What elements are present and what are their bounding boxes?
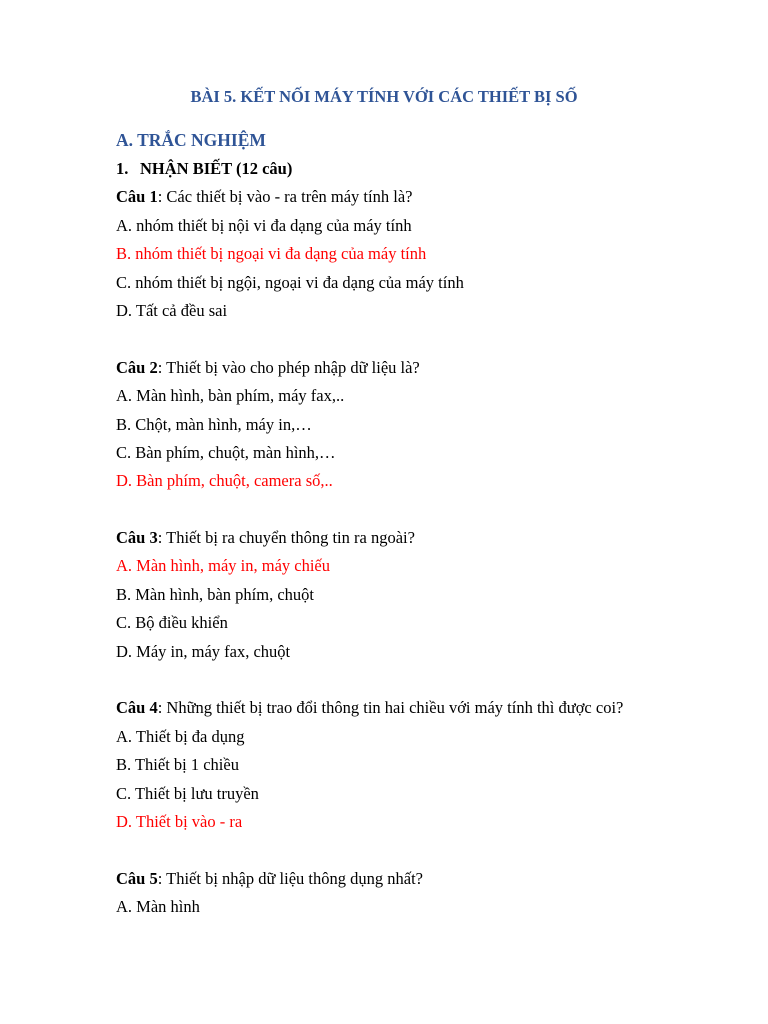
- option-4b: B. Thiết bị 1 chiều: [116, 755, 239, 775]
- spacer: [116, 838, 736, 866]
- question-2: [116, 356, 736, 384]
- option-1c: C. nhóm thiết bị ngội, ngoại vi đa dạng của máy tính: [116, 272, 464, 292]
- option-1d: D. Tất cả đều sai: [116, 300, 228, 320]
- question-text: : Các thiết bị vào - ra trên máy tính là?: [157, 187, 413, 207]
- option-4c: C. Thiết bị lưu truyền: [116, 783, 259, 803]
- question-text: : Thiết bị vào cho phép nhập dữ liệu là?: [157, 357, 420, 377]
- question-list: [116, 157, 736, 924]
- option-2c: C. Bàn phím, chuột, màn hình,…: [116, 442, 336, 462]
- level-heading: [116, 157, 736, 185]
- question-label: Câu 4: [116, 698, 158, 718]
- option-3c: C. Bộ điều khiển: [116, 613, 228, 633]
- option-4a: A. Thiết bị đa dụng: [116, 726, 245, 746]
- question-text: : Thiết bị nhập dữ liệu thông dụng nhất?: [157, 868, 423, 888]
- option-5a: A. Màn hình: [116, 897, 200, 917]
- option-3a-correct: A. Màn hình, máy in, máy chiếu: [116, 556, 331, 576]
- option-1a: A. nhóm thiết bị nội vi đa dạng của máy tính: [116, 215, 412, 235]
- question-text: : Thiết bị ra chuyển thông tin ra ngoài?: [157, 528, 415, 548]
- lesson-title: BÀI 5. KẾT NỐI MÁY TÍNH VỚI CÁC THIẾT BỊ SỐ: [190, 87, 578, 106]
- option-3b: B. Màn hình, bàn phím, chuột: [116, 584, 314, 604]
- option-4d-correct: D. Thiết bị vào - ra: [116, 811, 243, 831]
- spacer: [116, 668, 736, 696]
- option-2d-correct: D. Bàn phím, chuột, camera số,..: [116, 471, 333, 491]
- section-heading: A. TRẮC NGHIỆM: [116, 130, 266, 150]
- level-number: 1.: [116, 159, 129, 178]
- option-3d: D. Máy in, máy fax, chuột: [116, 641, 291, 661]
- spacer: [116, 327, 736, 355]
- spacer: [116, 498, 736, 526]
- question-label: Câu 1: [116, 187, 158, 207]
- option-2a: A. Màn hình, bàn phím, máy fax,..: [116, 386, 345, 406]
- question-label: Câu 5: [116, 868, 158, 888]
- option-2b: B. Chột, màn hình, máy in,…: [116, 414, 312, 434]
- question-1: [116, 185, 736, 213]
- question-3: [116, 526, 736, 554]
- question-text: : Những thiết bị trao đổi thông tin hai chiều với máy tính thì được coi?: [157, 698, 624, 718]
- level-label: NHẬN BIẾT (12 câu): [140, 159, 293, 178]
- question-label: Câu 2: [116, 357, 158, 377]
- question-4: [116, 696, 736, 724]
- question-label: Câu 3: [116, 528, 158, 548]
- question-5: [116, 867, 736, 895]
- option-1b-correct: B. nhóm thiết bị ngoại vi đa dạng của máy tính: [116, 244, 427, 264]
